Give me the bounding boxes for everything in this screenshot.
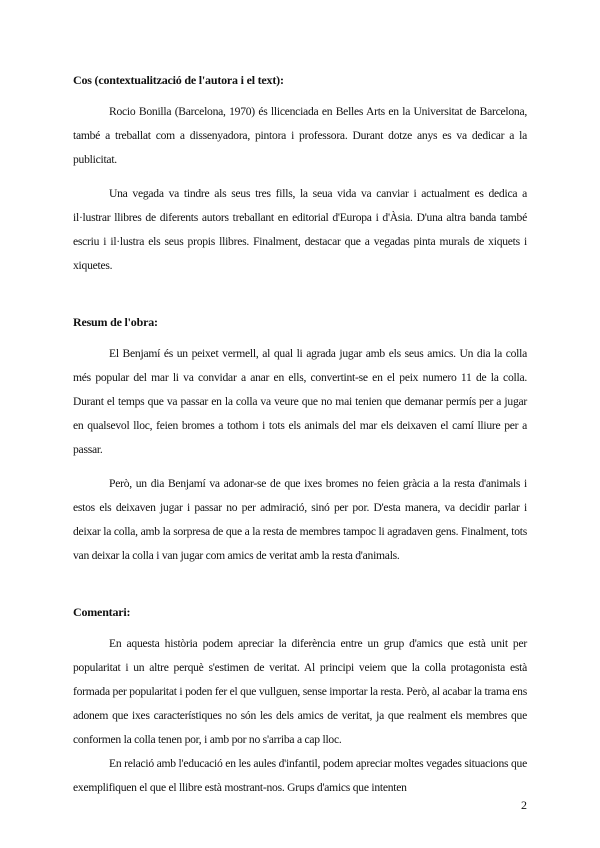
paragraph: En aquesta història podem apreciar la diferència entre un grup d'amics que està unit per popularitat i un altre perquè s'estimen de veritat. Al principi veiem que la colla protagonista està formada per popularitat i poden fer el que vullguen, sense importar la resta. Però, al acabar la trama ens adonem que ixes característiques no són les dels amics de veritat, ja que realment els membres que conformen la colla tenen por, i amb por no s'arriba a cap lloc. (73, 637, 527, 746)
section-spacer (73, 288, 527, 312)
section-context (73, 70, 527, 278)
section-heading: Resum de l'obra: (73, 315, 158, 329)
section-heading: Cos (contextualització de l'autora i el text): (73, 73, 284, 87)
paragraph: Però, un dia Benjamí va adonar-se de que ixes bromes no feien gràcia a la resta d'animals i estos els deixaven jugar i passar no per admiració, sinó per por. D'esta manera, va decidir parlar i deixar la colla, amb la sorpresa de que a la resta de membres tampoc li agradaven gens. Finalment, tots van deixar la colla i van jugar com amics de veritat amb la resta d'animals. (73, 477, 527, 562)
section-commentary (73, 602, 527, 800)
page-number: 2 (521, 798, 527, 812)
section-summary (73, 312, 527, 568)
section-heading: Comentari: (73, 605, 131, 619)
section-spacer (73, 578, 527, 602)
paragraph: Una vegada va tindre als seus tres fills, la seua vida va canviar i actualment es dedica a il·lustrar llibres de diferents autors treballant en editorial d'Europa i d'Àsia. D'una altra banda també escriu i il·lustra els seus propis llibres. Finalment, destacar que a vegadas pinta murals de xiquets i xiquetes. (73, 187, 527, 272)
paragraph: En relació amb l'educació en les aules d'infantil, podem apreciar moltes vegades situacions que exemplifiquen el que el llibre està mostrant-nos. Grups d'amics que intenten (73, 757, 527, 794)
page-body (73, 70, 527, 800)
paragraph: El Benjamí és un peixet vermell, al qual li agrada jugar amb els seus amics. Un dia la colla més popular del mar li va convidar a anar en ells, convertint-se en el peix numero 11 de la colla. Durant el temps que va passar en la colla va veure que no mai tenien que demanar permís per a jugar en qualsevol lloc, feien bromes a tothom i tots els animals del mar els deixaven el camí lliure per a passar. (73, 347, 527, 456)
paragraph: Rocio Bonilla (Barcelona, 1970) és llicenciada en Belles Arts en la Universitat de Barcelona, també a treballat com a dissenyadora, pintora i professora. Durant dotze anys es va dedicar a la publicitat. (73, 105, 527, 166)
